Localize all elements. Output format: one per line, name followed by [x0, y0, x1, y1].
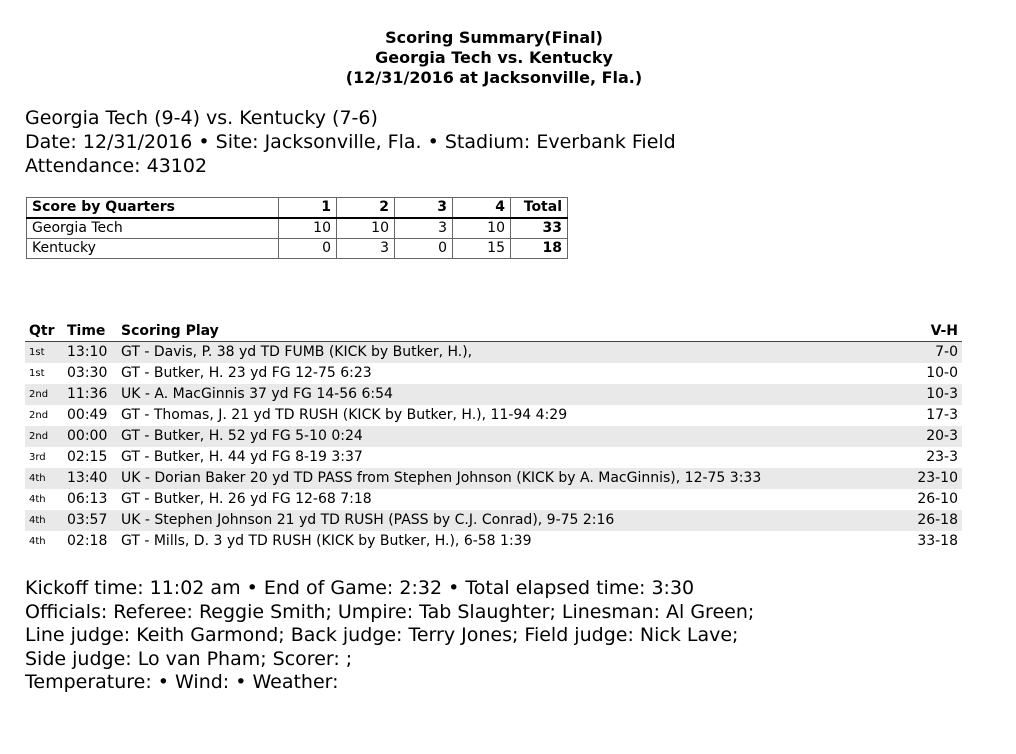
plays-header-vh: V-H: [904, 320, 962, 342]
q2-score: 3: [337, 239, 395, 259]
table-row: [25, 426, 962, 447]
play-time: 02:15: [67, 449, 108, 465]
play-time: 00:49: [67, 407, 108, 423]
table-row: [25, 342, 962, 364]
table-row: [25, 384, 962, 405]
table-row: [25, 447, 962, 468]
plays-header-qtr: Qtr: [25, 320, 63, 342]
play-score: 7-0: [904, 342, 962, 364]
play-quarter: 2nd: [25, 384, 63, 405]
play-description: GT - Butker, H. 44 yd FG 8-19 3:37: [121, 449, 363, 465]
play-time: 06:13: [67, 491, 108, 507]
table-row: [25, 405, 962, 426]
quarters-header-label: Score by Quarters: [27, 198, 279, 219]
play-quarter: 4th: [29, 536, 46, 547]
quarters-header-total: Total: [511, 198, 568, 219]
report-title: Scoring Summary(Final): [385, 28, 603, 47]
attendance: Attendance: 43102: [25, 155, 208, 177]
officials-line-1: Officials: Referee: Reggie Smith; Umpire: Tab Slaughter; Linesman: Al Green;: [25, 600, 755, 623]
play-time: 00:00: [63, 426, 117, 447]
play-quarter: 4th: [29, 494, 46, 505]
matchup-title: Georgia Tech vs. Kentucky: [375, 48, 613, 67]
q3-score: 0: [395, 239, 453, 259]
play-description: GT - Butker, H. 52 yd FG 5-10 0:24: [117, 426, 904, 447]
table-row: [25, 468, 962, 489]
play-score: 10-0: [926, 365, 958, 381]
officials-line-3: Side judge: Lo van Pham; Scorer: ;: [25, 647, 353, 670]
play-description: GT - Butker, H. 23 yd FG 12-75 6:23: [121, 365, 372, 381]
team-name: Georgia Tech: [27, 218, 279, 239]
play-quarter: 2nd: [25, 426, 63, 447]
play-time: 02:18: [67, 533, 108, 549]
score-by-quarters-table: [26, 197, 568, 259]
play-time: 11:36: [63, 384, 117, 405]
date-location-title: (12/31/2016 at Jacksonville, Fla.): [345, 68, 643, 87]
q2-score: 10: [337, 218, 395, 239]
plays-header-row: [25, 320, 962, 342]
officials-line-2: Line judge: Keith Garmond; Back judge: Terry Jones; Field judge: Nick Lave;: [25, 624, 739, 647]
play-score: 26-18: [904, 510, 962, 531]
q3-score: 3: [395, 218, 453, 239]
plays-header-scoring-play: Scoring Play: [117, 320, 904, 342]
game-notes: [25, 577, 754, 695]
team-name: Kentucky: [27, 239, 279, 259]
play-quarter: 2nd: [29, 410, 49, 421]
play-description: UK - Stephen Johnson 21 yd TD RUSH (PASS by C.J. Conrad), 9-75 2:16: [117, 510, 904, 531]
time-summary: Kickoff time: 11:02 am • End of Game: 2:32 • Total elapsed time: 3:30: [25, 577, 695, 599]
play-quarter: 3rd: [29, 452, 46, 463]
table-row: [25, 531, 962, 552]
quarters-header-q1: 1: [279, 198, 337, 219]
play-time: 03:30: [67, 365, 108, 381]
quarters-header-q4: 4: [453, 198, 511, 219]
play-quarter: 1st: [29, 368, 45, 379]
play-score: 20-3: [904, 426, 962, 447]
table-row: [25, 363, 962, 384]
quarters-header-row: [27, 198, 568, 219]
q1-score: 10: [279, 218, 337, 239]
quarters-header-q3: 3: [395, 198, 453, 219]
quarters-row-kentucky: [27, 239, 568, 259]
q1-score: 0: [279, 239, 337, 259]
table-row: [25, 510, 962, 531]
play-description: UK - Dorian Baker 20 yd TD PASS from Stephen Johnson (KICK by A. MacGinnis), 12-75 3:33: [117, 468, 904, 489]
q4-score: 10: [453, 218, 511, 239]
total-score: 18: [511, 239, 568, 259]
play-score: 23-3: [926, 449, 958, 465]
play-score: 17-3: [926, 407, 958, 423]
play-quarter: 4th: [25, 510, 63, 531]
quarters-header-q2: 2: [337, 198, 395, 219]
play-score: 26-10: [917, 491, 958, 507]
game-info: [25, 106, 676, 178]
play-quarter: 4th: [25, 468, 63, 489]
play-time: 13:40: [63, 468, 117, 489]
date-site-stadium: Date: 12/31/2016 • Site: Jacksonville, Fla. • Stadium: Everbank Field: [25, 131, 676, 153]
table-row: [25, 489, 962, 510]
play-description: GT - Butker, H. 26 yd FG 12-68 7:18: [121, 491, 372, 507]
play-description: GT - Davis, P. 38 yd TD FUMB (KICK by Butker, H.),: [117, 342, 904, 364]
play-quarter: 1st: [25, 342, 63, 364]
plays-header-time: Time: [63, 320, 117, 342]
weather-line: Temperature: • Wind: • Weather:: [25, 671, 339, 694]
play-time: 13:10: [63, 342, 117, 364]
play-description: GT - Mills, D. 3 yd TD RUSH (KICK by Butker, H.), 6-58 1:39: [121, 533, 532, 549]
q4-score: 15: [453, 239, 511, 259]
play-time: 03:57: [63, 510, 117, 531]
quarters-row-georgia-tech: [27, 218, 568, 239]
total-score: 33: [511, 218, 568, 239]
play-score: 10-3: [904, 384, 962, 405]
play-score: 33-18: [917, 533, 958, 549]
play-description: UK - A. MacGinnis 37 yd FG 14-56 6:54: [117, 384, 904, 405]
play-description: GT - Thomas, J. 21 yd TD RUSH (KICK by Butker, H.), 11-94 4:29: [121, 407, 568, 423]
teams-records: Georgia Tech (9-4) vs. Kentucky (7-6): [25, 107, 378, 129]
play-score: 23-10: [904, 468, 962, 489]
report-header: [0, 28, 988, 88]
scoring-plays-table: [25, 320, 962, 552]
